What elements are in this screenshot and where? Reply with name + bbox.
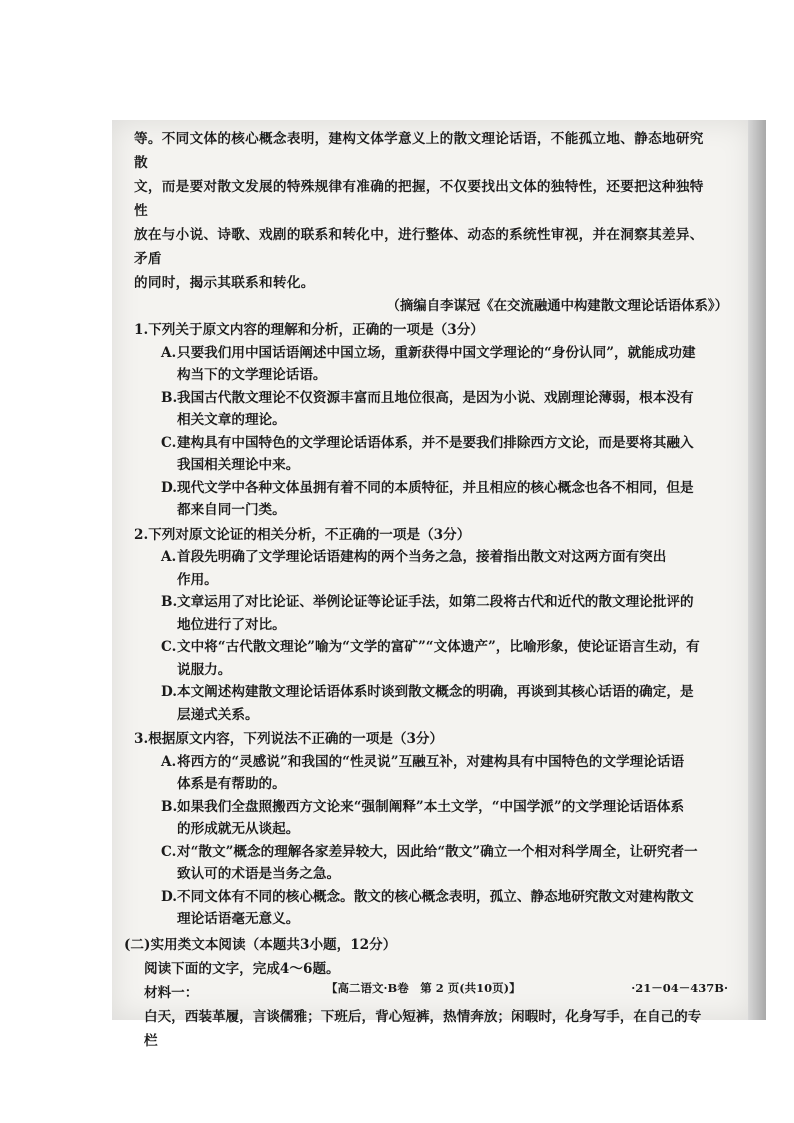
material-label: 材料一： bbox=[144, 984, 199, 1001]
option-text: 体系是有帮助的。 bbox=[177, 776, 286, 792]
option-text: 都来自同一门类。 bbox=[177, 502, 286, 518]
page-info: 【高二语文·B卷 第 2 页(共10页)】 bbox=[326, 981, 521, 995]
material-text: 白天，西装革履，言谈儒雅；下班后，背心短裤，热情奔放；闲暇时，化身写手，在自己的专栏 bbox=[144, 1008, 702, 1049]
question-stem: 2.下列对原文论证的相关分析，不正确的一项是（3分） bbox=[134, 526, 471, 543]
option-text: 构当下的文学理论话语。 bbox=[177, 367, 327, 383]
option-text: 对“散文”概念的理解各家差异较大，因此给“散文”确立一个相对科学周全，让研究者一 bbox=[177, 843, 698, 860]
passage-line: 等。不同文体的核心概念表明，建构文体学意义上的散文理论话语，不能孤立地、静态地研究散 bbox=[134, 131, 704, 171]
passage-line: 放在与小说、诗歌、戏剧的联系和转化中，进行整体、动态的系统性审视，并在洞察其差异、矛盾 bbox=[134, 227, 704, 267]
option-text: 文中将“古代散文理论”喻为“文学的富矿”“文体遗产”，比喻形象，使论证语言生动，有 bbox=[177, 639, 700, 655]
option-text: 不同文体有不同的核心概念。散文的核心概念表明，孤立、静态地研究散文对建构散文 bbox=[177, 888, 694, 905]
option-label: D. bbox=[161, 888, 178, 905]
option-text: 如果我们全盘照搬西方文论来“强制阐释”本土文学，“中国学派”的文学理论话语体系 bbox=[177, 798, 685, 815]
section-heading: (二)实用类文本阅读（本题共3小题，12分） bbox=[124, 936, 397, 953]
option-text: 层递式关系。 bbox=[177, 706, 259, 723]
option-label: B. bbox=[161, 798, 178, 815]
option-b bbox=[134, 591, 714, 636]
option-text: 致认可的术语是当务之急。 bbox=[177, 866, 341, 882]
option-a bbox=[134, 546, 714, 591]
passage-ending bbox=[134, 127, 714, 295]
exam-code: ·21－04－437B· bbox=[631, 981, 728, 995]
option-text: 只要我们用中国话语阐述中国立场，重新获得中国文学理论的“身份认同”，就能成功建 bbox=[177, 344, 696, 361]
option-label: C. bbox=[161, 639, 177, 655]
option-text: 本文阐述构建散文理论话语体系时谈到散文概念的明确，再谈到其核心话语的确定，是 bbox=[177, 684, 694, 700]
question-2 bbox=[134, 524, 714, 727]
question-stem: 1.下列关于原文内容的理解和分析，正确的一项是（3分） bbox=[134, 322, 484, 338]
option-label: D. bbox=[161, 479, 178, 496]
option-b bbox=[134, 796, 714, 841]
option-text: 我国相关理论中来。 bbox=[177, 457, 300, 473]
option-text: 将西方的“灵感说”和我国的“性灵说”互融互补，对建构具有中国特色的文学理论话语 bbox=[177, 753, 685, 770]
exam-page-content bbox=[124, 127, 728, 1053]
section-instruction: 阅读下面的文字，完成4～6题。 bbox=[144, 960, 340, 977]
option-d bbox=[134, 477, 714, 522]
option-text: 首段先明确了文学理论话语建构的两个当务之急，接着指出散文对这两方面有突出 bbox=[177, 549, 667, 565]
question-stem: 3.根据原文内容，下列说法不正确的一项是（3分） bbox=[134, 731, 444, 747]
option-text: 理论话语毫无意义。 bbox=[177, 911, 300, 927]
option-label: B. bbox=[161, 389, 178, 406]
option-text: 说服力。 bbox=[177, 661, 232, 678]
question-1 bbox=[134, 319, 714, 522]
passage-line: 的同时，揭示其联系和转化。 bbox=[134, 275, 315, 291]
option-b bbox=[134, 387, 714, 432]
option-label: C. bbox=[161, 434, 177, 451]
option-label: B. bbox=[161, 594, 178, 610]
option-c bbox=[134, 841, 714, 886]
option-c bbox=[134, 636, 714, 681]
option-text: 作用。 bbox=[177, 571, 218, 588]
option-text: 现代文学中各种文体虽拥有着不同的本质特征，并且相应的核心概念也各不相同，但是 bbox=[177, 479, 694, 496]
question-3 bbox=[134, 728, 714, 931]
option-text: 建构具有中国特色的文学理论话语体系，并不是要我们排除西方文论，而是要将其融入 bbox=[177, 434, 694, 451]
option-c bbox=[134, 432, 714, 477]
option-text: 的形成就无从谈起。 bbox=[177, 821, 300, 837]
option-text: 文章运用了对比论证、举例论证等论证手法，如第二段将古代和近代的散文理论批评的 bbox=[177, 594, 694, 610]
passage-line: 文，而是要对散文发展的特殊规律有准确的把握，不仅要找出文体的独特性，还要把这种独特性 bbox=[134, 179, 704, 219]
option-label: C. bbox=[161, 843, 177, 860]
option-d bbox=[134, 886, 714, 931]
option-text: 我国古代散文理论不仅资源丰富而且地位很高，是因为小说、戏剧理论薄弱，根本没有 bbox=[177, 389, 694, 406]
option-a bbox=[134, 751, 714, 796]
option-text: 地位进行了对比。 bbox=[177, 616, 286, 633]
option-a bbox=[134, 342, 714, 387]
passage-source: （摘编自李谋冠《在交流融通中构建散文理论话语体系》） bbox=[386, 298, 728, 314]
option-d bbox=[134, 681, 714, 726]
option-label: A. bbox=[161, 344, 177, 361]
option-text: 相关文章的理论。 bbox=[177, 412, 286, 428]
option-label: D. bbox=[161, 684, 178, 700]
option-label: A. bbox=[161, 753, 177, 770]
option-label: A. bbox=[161, 549, 177, 565]
